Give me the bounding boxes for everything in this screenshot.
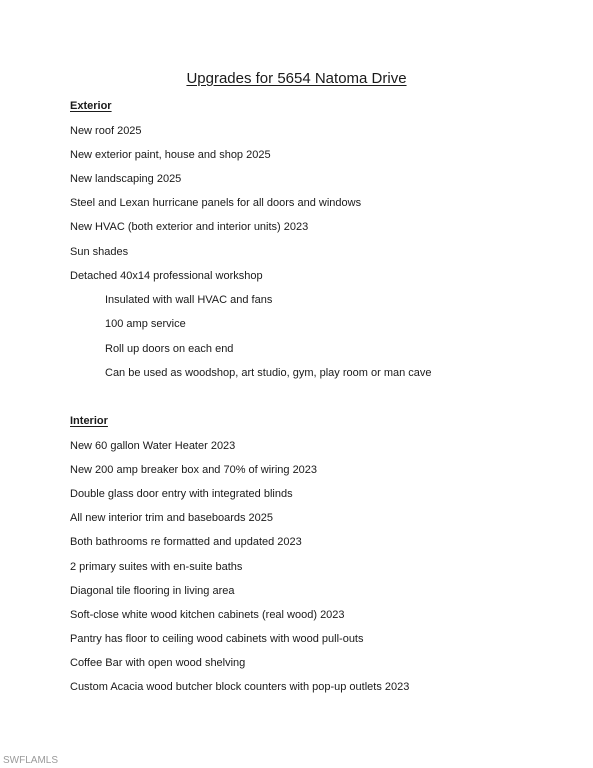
list-item: Detached 40x14 professional workshop	[70, 270, 263, 282]
interior-heading: Interior	[70, 415, 108, 427]
list-item: New 200 amp breaker box and 70% of wiring 2023	[70, 464, 318, 476]
watermark: SWFLAMLS	[3, 755, 59, 766]
list-item: Coffee Bar with open wood shelving	[70, 657, 246, 669]
list-item: Sun shades	[70, 246, 129, 258]
list-item: Both bathrooms re formatted and updated 2023	[70, 536, 302, 548]
list-item: Double glass door entry with integrated blinds	[70, 488, 293, 500]
sub-list-item: Insulated with wall HVAC and fans	[105, 294, 273, 306]
sub-list-item: 100 amp service	[105, 318, 186, 330]
list-item: New HVAC (both exterior and interior units) 2023	[70, 221, 309, 233]
list-item: Soft-close white wood kitchen cabinets (real wood) 2023	[70, 609, 345, 621]
list-item: Steel and Lexan hurricane panels for all doors and windows	[70, 197, 362, 209]
list-item: Pantry has floor to ceiling wood cabinets with wood pull-outs	[70, 633, 364, 645]
list-item: New exterior paint, house and shop 2025	[70, 149, 271, 161]
list-item: Diagonal tile flooring in living area	[70, 585, 235, 597]
list-item: Custom Acacia wood butcher block counters with pop-up outlets 2023	[70, 681, 410, 693]
page-title: Upgrades for 5654 Natoma Drive	[186, 70, 407, 87]
list-item: New 60 gallon Water Heater 2023	[70, 440, 236, 452]
list-item: 2 primary suites with en-suite baths	[70, 561, 243, 573]
list-item: All new interior trim and baseboards 2025	[70, 512, 274, 524]
list-item: New landscaping 2025	[70, 173, 182, 185]
list-item: New roof 2025	[70, 125, 142, 137]
sub-list-item: Roll up doors on each end	[105, 343, 234, 355]
sub-list-item: Can be used as woodshop, art studio, gym, play room or man cave	[105, 367, 432, 379]
exterior-heading: Exterior	[70, 100, 112, 112]
